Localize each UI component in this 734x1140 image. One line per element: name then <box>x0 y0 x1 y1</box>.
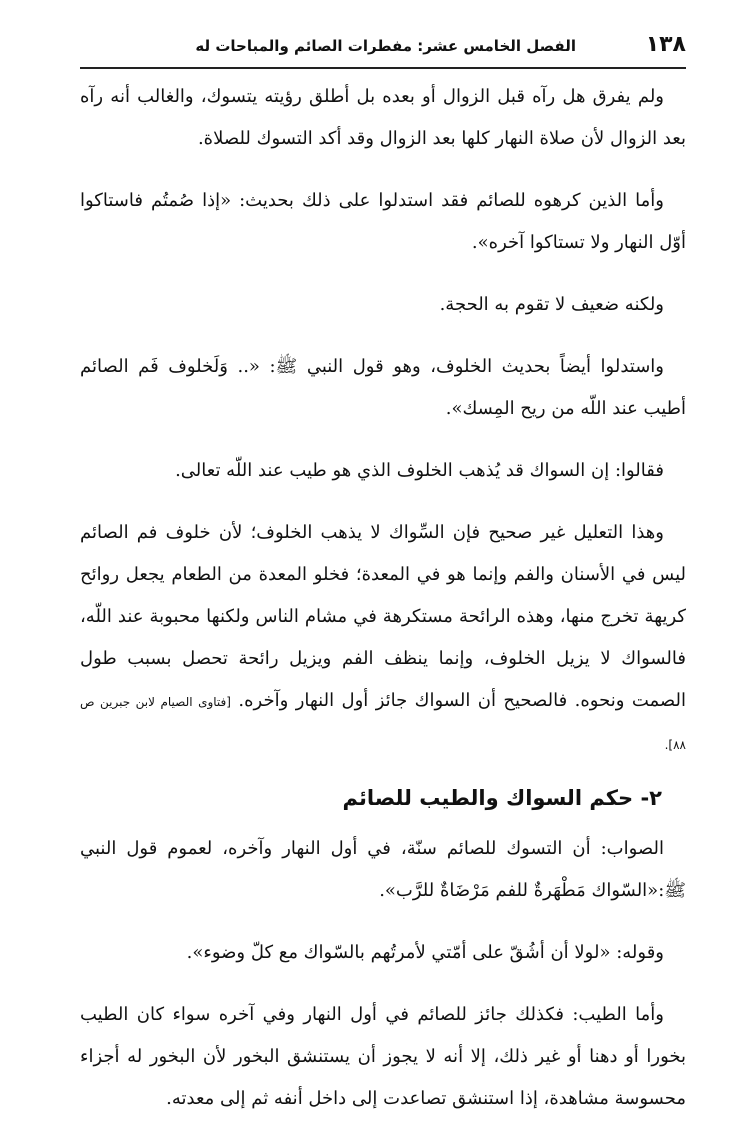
paragraph-5: فقالوا: إن السواك قد يُذهب الخلوف الذي هو طيب عند اللّه تعالى. <box>175 460 664 481</box>
section-heading: ٢- حكم السواك والطيب للصائم <box>342 786 662 810</box>
paragraph-6 <box>80 512 686 766</box>
paragraph-6-text: وهذا التعليل غير صحيح فإن السِّواك لا يذهب الخلوف؛ لأن خلوف فم الصائم ليس في الأسنان والفم وإنما هو في المعدة؛ فخلو المعدة من الطعام يجعل روائح كريهة تخرج منها، وهذه الرائحة مستكرهة في مشام الناس ولكنها محبوبة عند اللّه، فالسواك لا يزيل الخلوف، وإنما ينظف الفم ويزيل رائحة تحصل بسبب طول الصمت ونحوه. فالصحيح أن السواك جائز أول النهار وآخره. <box>80 522 686 711</box>
chapter-title: الفصل الخامس عشر: مفطرات الصائم والمباحات له <box>195 37 576 55</box>
paragraph-1: ولم يفرق هل رآه قبل الزوال أو بعده بل أطلق رؤيته يتسوك، والغالب أنه رآه بعد الزوال لأن صلاة النهار كلها بعد الزوال وقد أكد التسوك للصلاة. <box>80 86 686 149</box>
paragraph-3: ولكنه ضعيف لا تقوم به الحجة. <box>439 294 664 315</box>
section-paragraph-1: الصواب: أن التسوك للصائم سنّة، في أول النهار وآخره، لعموم قول النبي ﷺ:«السّواك مَطْهَرةٌ للفم مَرْضَاةٌ للرَّب». <box>80 838 686 901</box>
section-paragraph-3: وأما الطيب: فكذلك جائز للصائم في أول النهار وفي آخره سواء كان الطيب بخورا أو دهنا أو غير ذلك، إلا أنه لا يجوز أن يستنشق البخور لأن البخور له أجزاء محسوسة مشاهدة، إذا استنشق تصاعدت إلى داخل أنفه ثم إلى معدته. <box>80 1004 686 1109</box>
header-divider <box>80 67 686 69</box>
running-header <box>80 30 686 66</box>
page-number: ١٣٨ <box>645 32 686 57</box>
paragraph-4: واستدلوا أيضاً بحديث الخلوف، وهو قول النبي ﷺ: «.. وَلَخلوف فَم الصائم أطيب عند اللّه من ريح المِسك». <box>80 356 686 419</box>
section-paragraph-2: وقوله: «لولا أن أشُقّ على أمّتي لأمرتُهم بالسّواك مع كلّ وضوء». <box>186 942 664 963</box>
citation-note: [فتاوى الصيام لابن جبرين ص ٨٨]. <box>80 695 686 752</box>
paragraph-2: وأما الذين كرهوه للصائم فقد استدلوا على ذلك بحديث: «إذا صُمتُم فاستاكوا أوّل النهار ولا تستاكوا آخره». <box>80 190 686 253</box>
page-body <box>80 76 686 1140</box>
